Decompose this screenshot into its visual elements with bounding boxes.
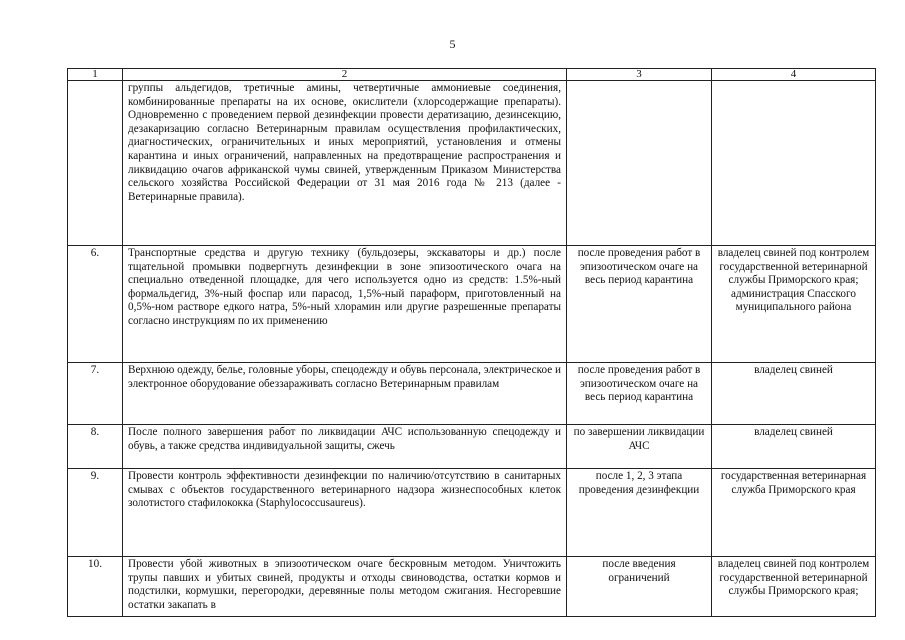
table-row <box>68 469 876 557</box>
measure-term <box>567 81 712 246</box>
measure-description: Провести контроль эффективности дезинфекции по наличию/отсутствию в санитарных смывах с объектов государственного ветеринарного надзора жизнеспособных клеток золотистого стафилококка (Staphylococcusaureus). <box>123 469 567 557</box>
measures-table <box>67 68 876 617</box>
measure-description: Верхнюю одежду, белье, головные уборы, спецодежду и обувь персонала, электрическое и электронное оборудование обеззараживать согласно Ветеринарным правилам <box>123 363 567 425</box>
header-col-1: 1 <box>68 69 123 81</box>
responsible-party: государственная ветеринарная служба Приморского края <box>712 469 876 557</box>
header-col-3: 3 <box>567 69 712 81</box>
measure-description: Провести убой животных в эпизоотическом очаге бескровным методом. Уничтожить трупы павших и убитых свиней, продукты и отходы свиноводства, остатки кормов и подстилки, кормушки, перегородки, деревянные полы методом сжигания. Несгоревшие остатки закапать в <box>123 557 567 617</box>
measure-term: по завершении ликвидации АЧС <box>567 425 712 469</box>
measure-description: группы альдегидов, третичные амины, четвертичные аммониевые соединения, комбинированные препараты на их основе, окислители (хлорсодержащие препараты). Одновременно с проведением первой дезинфекции провести дератизацию, дезинсекцию, дезакаризацию согласно Ветеринарным правилам осуществления профилактических, диагностических, ограничительных и иных мероприятий, установления и отмены карантина и иных ограничений, направленных на предотвращение распространения и ликвидацию очагов африканской чумы свиней, утвержденным Приказом Министерства сельского хозяйства Российской Федерации от 31 мая 2016 года № 213 (далее - Ветеринарные правила). <box>123 81 567 246</box>
row-number: 10. <box>68 557 123 617</box>
row-number: 8. <box>68 425 123 469</box>
measure-description: Транспортные средства и другую технику (бульдозеры, экскаваторы и др.) после тщательной промывки подвергнуть дезинфекции в зоне эпизоотического очага на специально отведенной площадке, для чего используется одно из средств: 1.5%-ный формальдегид, 3%-ный фоспар или парасод, 1,5%-ный параформ, приготовленный на 0,5%-ном растворе едкого натра, 5%-ный хлорамин или другие разрешенные препараты согласно инструкциям по их применению <box>123 246 567 363</box>
table-row <box>68 425 876 469</box>
table-row <box>68 557 876 617</box>
measure-term: после проведения работ в эпизоотическом очаге на весь период карантина <box>567 363 712 425</box>
row-number: 6. <box>68 246 123 363</box>
responsible-party: владелец свиней под контролем государственной ветеринарной службы Приморского края; <box>712 557 876 617</box>
responsible-party <box>712 81 876 246</box>
responsible-party: владелец свиней <box>712 363 876 425</box>
table-row <box>68 246 876 363</box>
table-row <box>68 363 876 425</box>
responsible-party: владелец свиней <box>712 425 876 469</box>
table-row <box>68 81 876 246</box>
row-number: 9. <box>68 469 123 557</box>
row-number: 7. <box>68 363 123 425</box>
row-number <box>68 81 123 246</box>
header-col-4: 4 <box>712 69 876 81</box>
measure-term: после проведения работ в эпизоотическом очаге на весь период карантина <box>567 246 712 363</box>
header-col-2: 2 <box>123 69 567 81</box>
page-number: 5 <box>449 37 456 51</box>
measure-description: После полного завершения работ по ликвидации АЧС использованную спецодежду и обувь, а также средства индивидуальной защиты, сжечь <box>123 425 567 469</box>
table-header-row <box>68 69 876 81</box>
responsible-party: владелец свиней под контролем государственной ветеринарной службы Приморского края; администрация Спасского муниципального района <box>712 246 876 363</box>
measure-term: после введения ограничений <box>567 557 712 617</box>
measure-term: после 1, 2, 3 этапа проведения дезинфекции <box>567 469 712 557</box>
